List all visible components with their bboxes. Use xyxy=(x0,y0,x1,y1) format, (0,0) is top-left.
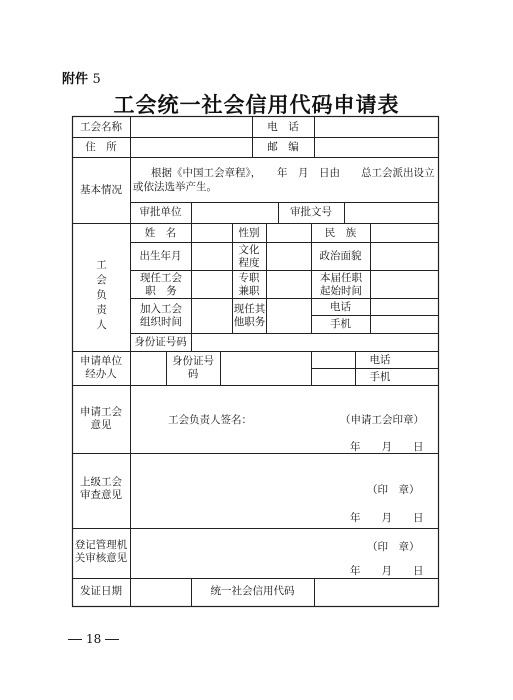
education-label: 文化程度 xyxy=(238,244,260,269)
id-number-label: 身份证号码 xyxy=(134,336,187,348)
applicant-seal: （申请工会印章） xyxy=(340,414,424,426)
signature-label: 工会负责人签名： xyxy=(168,414,252,426)
approval-unit-label: 审批单位 xyxy=(139,206,182,218)
political-status-label: 政治面貌 xyxy=(319,250,362,262)
postcode-label: 邮 编 xyxy=(267,141,299,153)
issue-date-label: 发证日期 xyxy=(80,585,122,597)
form-title: 工会统一社会信用代码申请表 xyxy=(113,92,400,117)
credit-code-label: 统一社会信用代码 xyxy=(210,585,295,597)
registry-date: 年 月 日 xyxy=(350,565,424,577)
join-union-time-label: 加入工会组织时间 xyxy=(140,303,182,328)
applicant-date: 年 月 日 xyxy=(350,441,424,453)
superior-date: 年 月 日 xyxy=(350,512,424,524)
applicant-handler-label: 申请单位经办人 xyxy=(80,355,122,380)
birth-date-label: 出生年月 xyxy=(139,250,182,262)
attachment-label: 附件 5 xyxy=(62,72,101,87)
id-card-label: 身份证号 码 xyxy=(172,355,225,380)
registry-seal: （印 章） xyxy=(367,541,420,553)
other-posts-label: 现任其他职务 xyxy=(233,303,266,328)
address-label: 住 所 xyxy=(85,141,117,153)
ethnicity-label: 民 族 xyxy=(324,227,357,239)
attachment-number: 5 xyxy=(92,72,101,87)
registry-opinion-label: 登记管理机关审核意见 xyxy=(74,539,128,564)
responsible-person-label: 工会负责人 xyxy=(96,259,107,331)
phone-label: 电 话 xyxy=(267,121,299,133)
name-label: 姓 名 xyxy=(144,227,177,239)
current-post-label: 现任工会职 务 xyxy=(140,272,182,297)
gender-label: 性别 xyxy=(238,227,260,239)
term-start-label: 本届任职起始时间 xyxy=(320,272,362,297)
basic-info-text: 根据《中国工会章程》， 年 月 日由 总工会派出设立或依法选举产生。 xyxy=(133,167,435,193)
superior-opinion-label: 上级工会审查意见 xyxy=(80,476,122,501)
full-part-time-label: 专职兼职 xyxy=(238,272,260,297)
page-number: 18 xyxy=(64,632,123,646)
approval-doc-label: 审批文号 xyxy=(290,206,332,218)
phone-short-label: 电话 xyxy=(330,301,351,313)
mobile-label: 手机 xyxy=(330,318,351,330)
union-name-label: 工会名称 xyxy=(80,121,122,133)
handler-phone-label: 电话 xyxy=(369,354,391,366)
superior-seal: （印 章） xyxy=(367,484,420,496)
handler-mobile-label: 手机 xyxy=(369,371,391,383)
applicant-opinion-label: 申请工会意见 xyxy=(80,406,122,431)
basic-info-label: 基本情况 xyxy=(80,184,122,196)
